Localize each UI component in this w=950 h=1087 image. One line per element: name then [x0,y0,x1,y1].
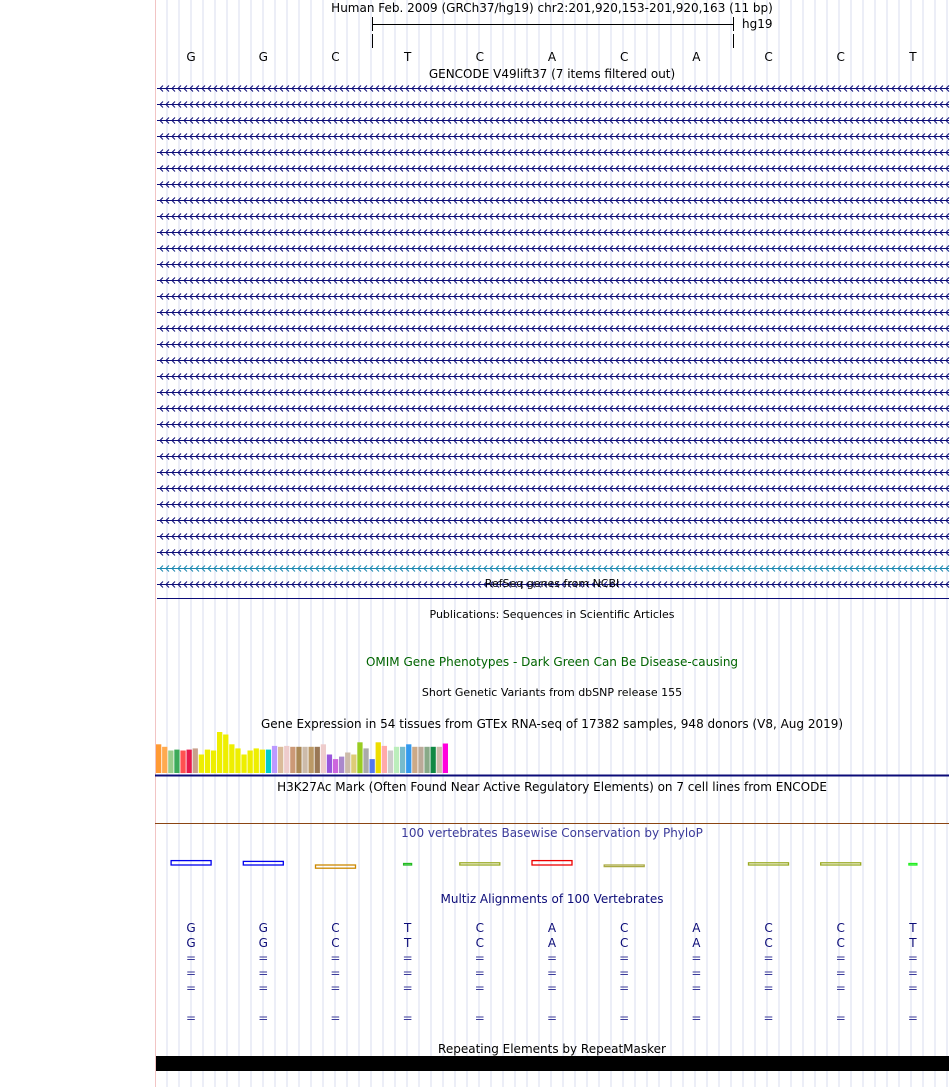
refseq-track-title: RefSeq genes from NCBI [484,577,620,590]
alignment-base: = [546,951,558,965]
alignment-base: = [258,1011,269,1025]
gtex-tissue-bar [351,755,356,773]
alignment-base: G [258,921,268,935]
gtex-tissue-bar [266,750,271,773]
gtex-tissue-bar [388,751,393,774]
alignment-base: = [835,981,846,995]
alignment-base: G [258,936,268,950]
gtex-tissue-bar [187,750,192,773]
alignment-base: = [402,1011,413,1025]
gtex-tissue-bar [199,755,204,773]
alignment-base: = [402,966,413,980]
alignment-base: = [186,951,197,965]
alignment-base: C [331,921,340,935]
alignment-base: = [186,981,197,995]
gtex-tissue-bar [345,753,350,774]
phylop-score-mark [604,865,644,867]
gtex-tissue-bar [241,755,246,773]
sequence-base: A [692,50,701,64]
alignment-base: = [763,966,774,980]
multiz-track-title: Multiz Alignments of 100 Vertebrates [440,892,664,906]
sequence-base: C [764,50,773,64]
gtex-tissue-bar [162,747,167,773]
alignment-base: = [402,951,413,965]
alignment-base: = [691,1011,702,1025]
alignment-base: T [909,921,917,935]
sequence-base: T [909,50,917,64]
alignment-base: T [403,936,412,950]
phylop-score-mark [532,861,572,865]
gtex-tissue-bar [382,746,387,773]
scale-db: hg19 [742,17,773,31]
alignment-base: T [909,936,917,950]
gtex-tissue-bar [272,746,277,773]
publications-track-title: Publications: Sequences in Scientific Articles [429,608,675,621]
alignment-base: = [907,981,918,995]
gtex-tissue-bar [223,735,228,774]
repeatmasker-track-title: Repeating Elements by RepeatMasker [438,1042,666,1056]
alignment-base: C [475,921,485,935]
alignment-base: G [186,936,196,950]
alignment-base: = [474,951,485,965]
alignment-base: = [907,966,918,980]
gtex-tissue-bar [168,751,173,774]
alignment-base: = [619,951,630,965]
gtex-tissue-bar [254,748,259,773]
alignment-base: = [186,1011,197,1025]
sequence-base: C [475,50,485,64]
alignment-base: = [474,966,485,980]
gtex-tissue-bar [296,747,301,773]
alignment-base: A [692,936,701,950]
gtex-tissue-bar [260,750,265,773]
sequence-base: C [836,50,845,64]
gtex-track-title: Gene Expression in 54 tissues from GTEx RNA-seq of 17382 samples, 948 donors (V8, Aug 2019) [260,717,844,731]
alignment-base: = [619,1011,630,1025]
gtex-tissue-bar [248,751,253,774]
alignment-base: = [691,981,702,995]
gtex-tissue-bar [363,748,368,773]
gtex-tissue-bar [333,759,338,773]
alignment-base: C [836,936,845,950]
h3k27ac-track-title: H3K27Ac Mark (Often Found Near Active Regulatory Elements) on 7 cell lines from ENCODE [277,780,827,794]
alignment-base: = [402,981,413,995]
gtex-tissue-bar [174,750,179,773]
alignment-base: T [403,921,412,935]
gtex-tissue-bar [205,750,210,773]
alignment-base: G [186,921,196,935]
alignment-base: = [907,951,918,965]
gtex-tissue-bar [321,744,326,773]
alignment-base: = [835,951,846,965]
omim-track-title: OMIM Gene Phenotypes - Dark Green Can Be Disease-causing [365,655,739,669]
alignment-base: = [691,966,702,980]
alignment-base: A [547,936,557,950]
alignment-base: = [619,966,630,980]
alignment-base: C [764,936,773,950]
alignment-base: = [835,966,846,980]
alignment-base: C [331,936,340,950]
phylop-track-title: 100 vertebrates Basewise Conservation by PhyloP [401,826,703,840]
gtex-tissue-bar [327,755,332,773]
alignment-base: = [546,1011,558,1025]
alignment-base: = [763,981,774,995]
gtex-tissue-bar [443,744,448,774]
phylop-score-mark [404,864,412,866]
alignment-base: = [258,981,269,995]
gtex-tissue-bar [315,747,320,773]
alignment-base: C [619,921,629,935]
alignment-base: = [330,951,341,965]
alignment-base: = [619,981,630,995]
alignment-base: A [547,921,557,935]
alignment-base: = [835,1011,846,1025]
alignment-base: = [546,981,558,995]
assembly-title: Human Feb. 2009 (GRCh37/hg19) chr2:201,920,153-201,920,163 (11 bp) [331,1,773,15]
gtex-tissue-bar [339,757,344,773]
alignment-base: = [907,1011,918,1025]
alignment-base: = [691,951,702,965]
alignment-base: = [763,951,774,965]
gtex-tissue-bar [235,748,240,773]
gtex-tissue-bar [156,744,161,773]
gtex-tissue-bar [309,747,314,773]
repeat-element-block [156,1056,949,1071]
alignment-base: = [330,981,341,995]
gtex-tissue-bar [284,746,289,773]
gtex-tissue-bar [394,747,399,773]
alignment-base: A [692,921,701,935]
dbsnp-track-title: Short Genetic Variants from dbSNP release 155 [421,686,683,699]
gtex-tissue-bar [400,747,405,773]
gtex-tissue-bar [370,759,375,773]
phylop-score-mark [909,864,917,866]
gtex-tissue-bar [424,747,429,773]
alignment-base: = [763,1011,774,1025]
gtex-tissue-bar [302,747,307,773]
gtex-tissue-bar [376,742,381,773]
alignment-base: = [258,951,269,965]
gtex-tissue-bar [406,744,411,773]
gtex-tissue-bar [431,747,436,773]
alignment-base: = [474,1011,485,1025]
alignment-base: = [546,966,558,980]
gtex-tissue-bar [211,751,216,774]
gtex-tissue-bar [437,747,442,773]
gtex-tissue-bar [229,744,234,773]
alignment-base: = [330,966,341,980]
phylop-score-mark [460,863,500,865]
sequence-base: G [186,50,196,64]
gtex-tissue-bar [412,747,417,773]
sequence-base: T [403,50,412,64]
alignment-base: = [186,966,197,980]
gtex-tissue-bar [217,732,222,773]
alignment-base: C [764,921,773,935]
alignment-base: C [619,936,629,950]
sequence-base: A [547,50,557,64]
alignment-base: = [330,1011,341,1025]
sequence-base: C [331,50,340,64]
gtex-tissue-bar [278,747,283,773]
gtex-tissue-bar [180,751,185,774]
gtex-tissue-bar [290,747,295,773]
sequence-base: C [619,50,629,64]
gtex-tissue-bar [357,742,362,773]
sequence-base: G [258,50,268,64]
gtex-tissue-bar [193,748,198,773]
alignment-base: = [258,966,269,980]
alignment-base: C [475,936,485,950]
alignment-base: C [836,921,845,935]
gtex-tissue-bar [418,747,423,773]
alignment-base: = [474,981,485,995]
gencode-track-title: GENCODE V49lift37 (7 items filtered out) [428,67,676,81]
